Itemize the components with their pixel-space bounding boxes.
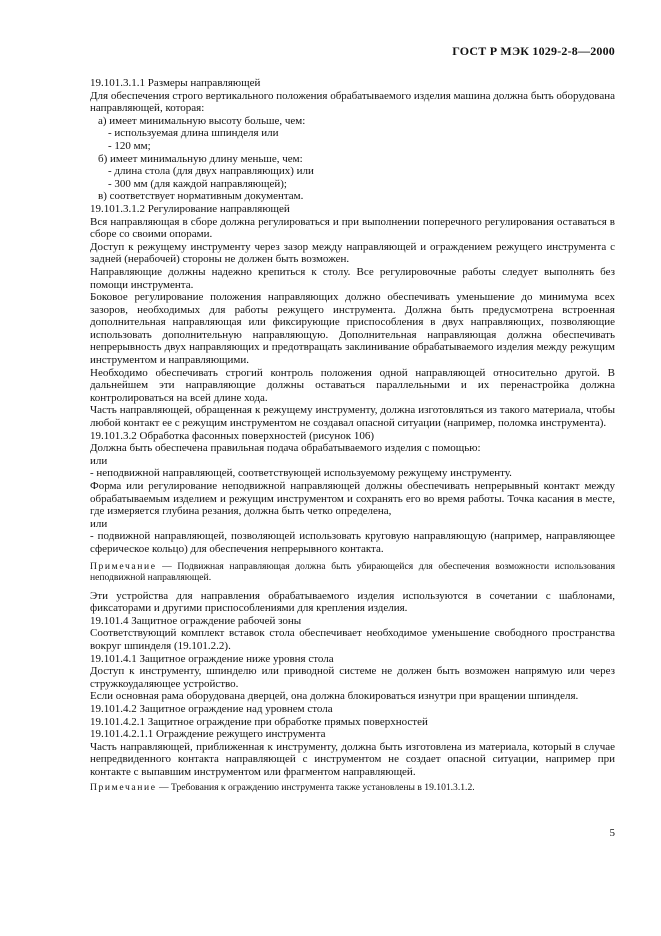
note-2-text: — Требования к ограждению инструмента также установлены в 19.101.3.1.2. — [156, 782, 475, 794]
paragraph: - используемая длина шпинделя или — [108, 127, 279, 140]
paragraph: 19.101.4.2 Защитное ограждение над уровнем стола — [90, 702, 333, 715]
paragraph: Доступ к инструменту, шпинделю или приводной системе не должен быть возможен напрямую или через стружкоудаляющее устройство. — [90, 665, 615, 690]
paragraph: а) имеет минимальную высоту больше, чем: — [98, 114, 306, 127]
paragraph: 19.101.3.1.2 Регулирование направляющей — [90, 202, 290, 215]
paragraph: в) соответствует нормативным документам. — [98, 190, 304, 203]
note-1-label: Примечание — [90, 560, 157, 572]
note-2 — [90, 782, 615, 793]
paragraph: - 300 мм (для каждой направляющей); — [108, 177, 287, 190]
paragraph: Для обеспечения строго вертикального положения обрабатываемого изделия машина должна быть оборудована направляющей, которая: — [90, 89, 615, 115]
paragraph: Эти устройства для направления обрабатываемого изделия используются в сочетании с шаблонами, фиксаторами и другими приспособлениями для крепления изделия. — [90, 589, 615, 615]
paragraph: или — [90, 517, 108, 530]
paragraph: Должна быть обеспечена правильная подача обрабатываемого изделия с помощью: — [90, 442, 481, 455]
note-2-label: Примечание — [90, 782, 157, 794]
paragraph: - подвижной направляющей, позволяющей использовать круговую направляющую (например, направляющее сферическое кольцо) для обеспечения непрерывного контакта. — [90, 530, 615, 555]
page-content — [90, 77, 615, 800]
paragraph: 19.101.3.2 Обработка фасонных поверхностей (рисунок 106) — [90, 429, 374, 442]
paragraph: Вся направляющая в сборе должна регулироваться и при выполнении поперечного регулирования оставаться в сборе со своими опорами. — [90, 215, 615, 241]
note-1-text: — Подвижная направляющая должна быть убирающейся для обеспечения возможности использования неподвижной направляющей. — [90, 560, 615, 583]
text-block-2 — [90, 590, 615, 779]
paragraph: 19.101.3.1.1 Размеры направляющей — [90, 77, 261, 89]
paragraph: Доступ к режущему инструменту через зазор между направляющей и ограждением режущего инструмента с задней (нерабочей) стороны не должен быть возможен. — [90, 240, 615, 266]
paragraph: Соответствующий комплект вставок стола обеспечивает необходимое уменьшение свободного пространства вокруг шпинделя (19.101.2.2). — [90, 627, 615, 652]
paragraph: Необходимо обеспечивать строгий контроль положения одной направляющей относительно другой. В дальнейшем эти направляющие должны оставаться параллельными и их перенастройка должна контролироваться на всей длине хода. — [90, 366, 615, 404]
paragraph: Направляющие должны надежно крепиться к столу. Все регулировочные работы следует выполнять без помощи инструмента. — [90, 265, 615, 291]
text-block-1 — [90, 77, 615, 556]
page-number: 5 — [609, 827, 615, 839]
paragraph: - неподвижной направляющей, соответствующей используемому режущему инструменту. — [90, 467, 512, 480]
paragraph: Часть направляющей, обращенная к режущему инструменту, должна изготовляться из такого материала, чтобы любой контакт ее с режущим инструментом не создавал опасной ситуации (например, поломка инструмента). — [90, 404, 615, 430]
paragraph: или — [90, 454, 108, 467]
note-1 — [90, 561, 615, 583]
paragraph: - длина стола (для двух направляющих) или — [108, 165, 314, 178]
paragraph: Форма или регулирование неподвижной направляющей должны обеспечивать непрерывный контакт между обрабатываемым изделием и режущим инструментом и сохранять его во время работы. Точка касания в месте, где измеряется глубина резания, должна быть четко определена, — [90, 480, 615, 518]
paragraph: - 120 мм; — [108, 139, 151, 152]
paragraph: Часть направляющей, приближенная к инструменту, должна быть изготовлена из материала, который в случае непредвиденного контакта направляющей с инструментом не создает опасной ситуации, например при контакте с выпавшим инструментом или фрагментом направляющей. — [90, 740, 615, 778]
paragraph: 19.101.4.2.1.1 Ограждение режущего инструмента — [90, 728, 326, 741]
paragraph: б) имеет минимальную длину меньше, чем: — [98, 152, 303, 165]
paragraph: Если основная рама оборудована дверцей, она должна блокироваться изнутри при вращении шпинделя. — [90, 690, 579, 703]
paragraph: 19.101.4.2.1 Защитное ограждение при обработке прямых поверхностей — [90, 715, 428, 728]
paragraph: 19.101.4.1 Защитное ограждение ниже уровня стола — [90, 652, 334, 665]
paragraph: Боковое регулирование положения направляющих должно обеспечивать уменьшение до минимума всех зазоров, необходимых для работы режущего инструмента. Должна быть предусмотрена встроенная дополнительная направляющая или фиксирующие приспособления в двух направляющих, позволяющие использовать дополнительную направляющую. Дополнительная направляющая должна обеспечивать непрерывность двух направляющих и предотвращать заклинивание обрабатываемого изделия между режущим инструментом и направляющими. — [90, 291, 615, 367]
document-header: ГОСТ Р МЭК 1029-2-8—2000 — [452, 44, 615, 58]
paragraph: 19.101.4 Защитное ограждение рабочей зоны — [90, 614, 302, 627]
